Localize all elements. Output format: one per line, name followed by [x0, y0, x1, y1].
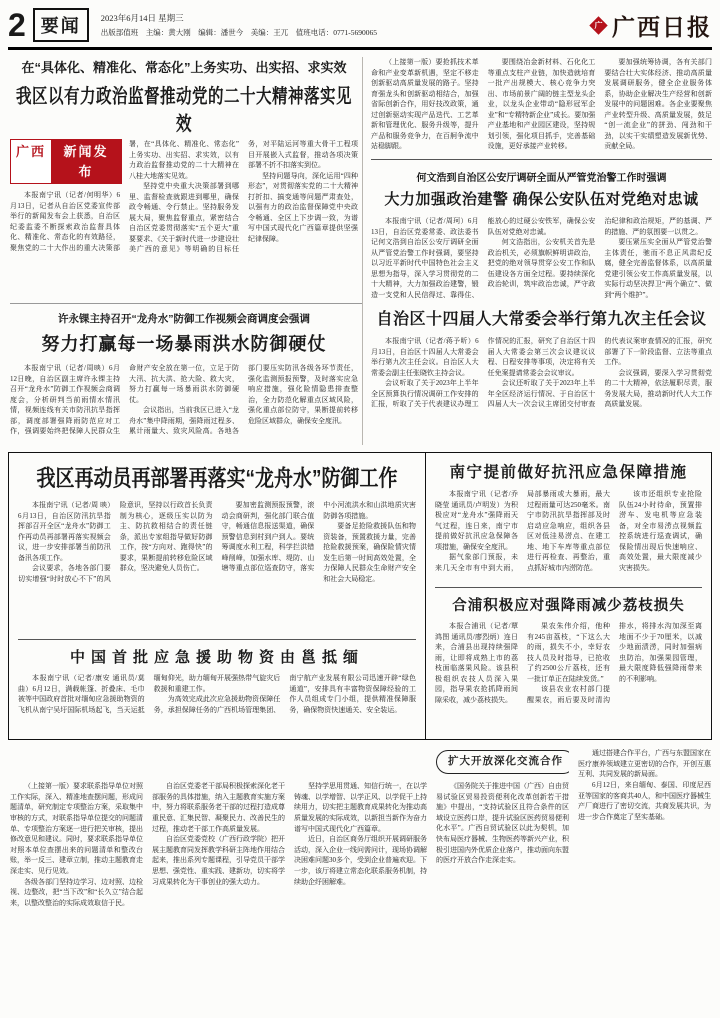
article-kicker: 在“具体化、精准化、常态化”上务实功、出实招、求实效 [21, 60, 347, 75]
badge-release-label: 新闻发布 [51, 140, 121, 183]
paragraph: 通过搭建合作平台，广西与东盟国家在医疗康养领域建立更密切的合作，开创互惠互利、共同发展的新局面。 [578, 749, 711, 779]
text-column-4 [436, 748, 569, 1012]
article-kicker: 何文浩到自治区公安厅调研全面从严管党治警工作时强调 [416, 173, 667, 184]
paragraph: 自治区党委党校（广西行政学院）把开展主题教育同发挥教学科研主阵地作用结合起来，推出系列专题课程，引导党员干部学思想、强党性、重实践、建新功，切实将学习成果转化为干事创业的强大动力。 [152, 835, 285, 886]
article-title: 努力打赢每一场暴雨洪水防御硬仗 [41, 334, 327, 354]
column-divider [362, 57, 363, 445]
article-body [371, 336, 712, 448]
paragraph: （上接第一版）要抢抓技术革命和产业变革新机遇，坚定不移走创新驱动高质量发展的路子。坚持育强龙头和创新驱动相结合，加强省际创新合作，用好技改政策，通过创新驱动实现产品迭代、工艺革新和管理优化、服务升级等，提升产品和服务竞争力，在百舸争流中站稳脚跟。 [371, 58, 479, 150]
text-column-3 [294, 748, 427, 1012]
paragraph: 会议强调，要深入学习贯彻党的二十大精神，依法履职尽责，服务发展大局，推动新时代人大工作高质量发展。 [604, 368, 712, 408]
paragraph: 要压紧压实全面从严管党治警主体责任，驰而不息正风肃纪反腐，健全完善监督体系，以高质量党建引领公安工作高质量发展，以实际行动坚决捍卫“两个确立”、做到“两个维护”。 [604, 238, 712, 299]
paragraph: 各级各部门坚持边学习、边对照、边检视、边整改，把“当下改”和“长久立”结合起来，以整改整治的实际成效取信于民。 [10, 877, 143, 907]
paragraph: 要加强统筹协调，各有关部门要结合壮大实体经济、推动高质量发展调研服务，健全企业服务体系，协助企业解决生产经营和创新发展中的问题困难。各企业要聚焦产业转型升级、高质量发展，鼓足“创一流企业”的拼劲、闯劲和干劲，以实干实绩塑造发展新优势、贡献全局。 [604, 58, 712, 150]
paragraph: 自治区党委老干部局积极探索深化老干部服务的具体措施，纳入主题教育实施方案中，努力将联系服务老干部的过程打造成尊重民意、汇集民智、凝聚民力、改善民生的过程，推动老干部工作高质量发展。 [152, 782, 285, 833]
paragraph: 何文浩指出，公安机关首先是政治机关，必须旗帜鲜明讲政治，把党的绝对领导贯穿公安工作和队伍建设各方面全过程。要持续深化政治轮训，筑牢政治忠诚，严守政治纪律和政治规矩，严的基调、严的措施、严的氛围要一以贯之。 [487, 217, 712, 288]
article-title: 自治区十四届人大常委会举行第九次主任会议 [376, 311, 707, 328]
text-column-5 [578, 748, 711, 1012]
paragraph: 坚持问题导向，深化运用“四种形态”，对贯彻落实党的二十大精神打折扣、搞变通等问题严肃查处，以强有力的政治监督保障党中央政令畅通、全区上下步调一致，为谱写中国式现代化广西篇章提供坚强纪律保障。 [248, 171, 358, 243]
paragraph: 为高效完成此次应急援助物资保障任务，承担保障任务的广西机场管理集团、南宁航产业发展有限公司迅速开辟“绿色通道”，安排具有丰富物资保障经验的工作人员组成专门小组，提供精准保障服务，确保物资快速通关、安全装运。 [153, 674, 416, 714]
article-political-supervision [10, 57, 358, 303]
paragraph: 本报南宁讯（记者/康安 通讯员/莫曲）6月12日，满载帐篷、折叠床、毛巾被等中国政府首批对缅甸应急援助物资的飞机从南宁吴圩国际机场起飞，当天运抵缅甸仰光，助力缅甸开展强热带气旋灾后救援和重建工作。 [18, 674, 281, 714]
paragraph: 果农朱伟介绍，他种有245亩荔枝，“下这么大的雨，损失不小，幸好农技人员及时指导，已抢收了约2500公斤荔枝，还有一批订单正在陆续发货。” [527, 622, 610, 683]
date-line: 2023年6月14日 星期三 [100, 12, 184, 23]
section-name: 要闻 [33, 8, 89, 42]
right-top-region [371, 57, 712, 302]
paragraph: 该县农业农村部门提醒果农，雨后要及时清沟排水，将排水沟加深至离地面不少于70厘米，以减少地面渍涝，同时加强病虫防治，加强果园管理，最大限度降低强降雨带来的不利影响。 [527, 622, 702, 704]
paragraph: 本报南宁讯（记者/周珂）6月13日，自治区党委常委、政法委书记何文浩到自治区公安厅调研全面从严管党治警工作时强调，要坚持以习近平新时代中国特色社会主义思想为指导，深入学习贯彻党的二十大精神，大力加强政治建警，锻造一支党和人民信得过、靠得住、能放心的过硬公安铁军，确保公安队伍对党绝对忠诚。 [371, 217, 596, 299]
article-body [10, 139, 358, 303]
article-body [10, 363, 358, 458]
staff-line: 出版部值班 主编：黄大刚 编辑：潘世今 美编：王兀 值班电话：0771-5690065 [100, 27, 378, 37]
paragraph: 会议指出，当前我区已进入“龙舟水”集中降雨期，强降雨过程多、累计雨量大、致灾风险高。各地各部门要压实防汛各级各环节责任，强化监测预报预警，及时落实应急响应措施，强化险情隐患排查整治，全力防范化解重点区域风险，强化重点部位防守，果断提前转移危险区域群众，确保安全度汛。 [129, 364, 358, 435]
paragraph: 本报南宁讯（记者/乔晓莹 通讯员/卢明发）为积极应对“龙舟水”强降雨天气过程，连日来，南宁市提前做好抗汛应急保障各项措施，确保安全度汛。 [435, 490, 518, 551]
text-column-1 [10, 748, 143, 1012]
article-title: 合浦积极应对强降雨减少荔枝损失 [452, 598, 685, 614]
article-title: 南宁提前做好抗汛应急保障措施 [449, 464, 688, 481]
divider-rule [18, 639, 416, 640]
paragraph: 本报南宁讯（记者/何明华）6月13日，记者从自治区党委宣传部举行的新闻发布会上获悉，自治区纪委监委不断探索政治监督具体化、精准化、常态化的有效路径，聚焦党的二十大作出的重大决策部署，在“具体化、精准化、常态化”上务实功、出实招、求实效，以有力政治监督推动党的二十大精神在八桂大地落实见效。 [10, 140, 239, 252]
paragraph: 6月12日，来自缅甸、泰国、印度尼西亚等国家的客商共40人，和中国医疗器械生产厂商进行了密切交流，共商发展共识，为进一步合作奠定了坚实基础。 [578, 780, 711, 821]
article-body [18, 500, 416, 633]
paragraph: 会议听取了关于2023年上半年全区预算执行情况调研工作安排的汇报，听取了关于代表建议办理工作情况的汇报，研究了自治区十四届人大常委会第三次会议建议议程、日程安排等事项，决定将有关任免案提请常委会会议审议。 [371, 337, 596, 408]
paragraph: （上接第一版）要求联系指导单位对照工作实际，深入、精准地查摆问题，形成问题清单，研究制定专项整治方案，采取集中审核的方式，对联系指导单位提交的问题清单、专项整治方案逐一进行把关审核，提出修改意见和建议。同时，要求联系指导单位对照本单位查摆出来的问题清单和整改台账，举一反三、建章立制，推动主题教育走深走实、见行见效。 [10, 782, 143, 875]
paragraph: 该市还组织专业抢险队伍24小时待命，预置排涝车、发电机等应急装备，对全市易涝点视频监控系统进行巡查调试，确保险情出现后快速响应、高效处置，最大限度减少灾害损失。 [619, 490, 702, 572]
article-body [18, 673, 416, 743]
article-body [435, 489, 702, 581]
article-body [371, 216, 712, 302]
paragraph: 要备足抢险救援队伍和物资装备，预置救援力量，完善抢险救援预案，确保险情灾情发生后第一时间高效处置，全力保障人民群众生命财产安全和社会大局稳定。 [323, 522, 416, 583]
section-rule [10, 303, 362, 304]
masthead [592, 9, 712, 42]
header-info [101, 10, 377, 40]
paragraph: 《国务院关于推进中国（广西）自由贸易试验区贸易投资便利化改革创新若干措施》中提出，“支持试验区且符合条件的区域设立医药口岸，提升试验区医药贸易便利化水平”。广西自贸试验区以此为契机，加快布局医疗器械、生物医药等新兴产业，积极引进国内外优质企业落户，推动面向东盟的医疗开放合作走深走实。 [436, 781, 569, 865]
box-left-pane [9, 453, 426, 739]
article-npc-meeting [371, 306, 712, 448]
masthead-title: 广西日报 [612, 14, 712, 40]
article-title: 中国首批应急援助物资由邕抵缅 [69, 650, 364, 666]
paragraph: 近日，自治区商务厅组织开展调研服务活动，深入企业一线问需问计，现场协调解决困难问题30多个，受到企业普遍欢迎。下一步，该厅将建立常态化联系服务机制，持续助企纾困解难。 [294, 835, 427, 886]
masthead-diamond-icon: 广 [589, 16, 607, 34]
paragraph: 会议还听取了关于2023年上半年全区经济运行情况、于自治区十四届人大一次会议主席团交付审查的代表议案审查情况的汇报，研究部署了下一阶段监督、立法等重点工作。 [487, 337, 712, 408]
article-title: 我区再动员再部署再落实“龙舟水”防御工作 [36, 467, 398, 493]
paragraph: 要围绕冶金新材料、石化化工等重点支柱产业链，加快造就培育一批产出规模大、核心竞争力突出、市场前景广阔的链主型龙头企业，以龙头企业带动“隐形冠军企业”和“专精特新企业”成长。要加强产业基地和产业园区建设，坚持规划引领，强化项目抓手，完善基础设施，更好承接产业转移。 [487, 58, 596, 150]
divider-rule [371, 159, 712, 160]
article-title: 我区以有力政治监督推动党的二十大精神落实见效 [15, 86, 352, 135]
article-flood-defense-meeting [10, 311, 358, 458]
paragraph: 本报合浦讯（记者/覃鸿图 通讯员/廖烈炳）连日来，合浦县出现持续强降雨，让即将成熟上市的荔枝面临落果风险。该县积极组织农技人员深入果园，指导果农抢抓降雨间隙采收，减少荔枝损失。 [435, 622, 518, 704]
continued-article-body [371, 57, 712, 153]
page-header [8, 4, 712, 46]
paragraph: 会议要求，各地各部门要切实增强“时时放心不下”的风险意识，坚持以行政首长负责制为核心，逐级压实以防为主、防抗救相结合的责任链条，派出专家组指导做好防御工作，按“方向对、跑得快”的要求，果断提前转移危险区域群众，坚决避免人员伤亡。 [18, 501, 213, 583]
page-number: 2 [8, 7, 26, 43]
article-kicker: 许永锞主持召开“龙舟水”防御工作视频会商调度会强调 [58, 313, 310, 325]
paragraph: 本报南宁讯（记者/周映）6月12日晚，自治区副主席许永锞主持召开“龙舟水”防御工作视频会商调度会，分析研判当前雨情水情汛情，视频连线有关市防汛抗旱指挥部，调度部署强降雨防范应对工作，强调要始终把保障人民群众生命财产安全放在第一位，立足于防大汛、抗大洪、抢大险、救大灾，努力打赢每一场暴雨洪水防御硬仗。 [10, 364, 239, 435]
paragraph: 坚持党中央重大决策部署到哪里、监督检查就跟进到哪里，确保政令畅通、令行禁止。坚持服务发展大局，聚焦监督重点，紧密结合自治区党委贯彻落实“五个更大”重要要求、《关于新时代进一步建设壮美广西的意见》等明确的目标任务，对平陆运河等重大骨干工程项目开展嵌入式监督，推动各项决策部署不折不扣落实到位。 [129, 140, 358, 253]
paragraph: 本报南宁讯（记者/周 映）6月13日，自治区防汛抗旱指挥部召开全区“龙舟水”防御工作再动员再部署再落实视频会议，进一步安排部署当前防汛备汛各项工作。 [18, 501, 111, 562]
paragraph: 据气象部门预报，未来几天全市有中到大雨，局部暴雨或大暴雨，最大过程雨量可达250毫米。南宁市防汛抗旱指挥部及时启动应急响应，组织各县区对低洼易涝点、在建工地、地下车库等重点部位进行再检查、再整治，重点抓好城市内涝防范。 [435, 490, 610, 572]
text-column-2 [152, 748, 285, 1012]
paragraph: 本报南宁讯（记者/蒋予昕）6月13日，自治区十四届人大常委会举行第九次主任会议。自治区人大常委会副主任张晓钦主持会议。 [371, 337, 479, 377]
badge-region-label: 广西 [11, 140, 51, 183]
pill-headline: 扩大开放深化交流合作 [436, 750, 569, 774]
bottom-text-region [10, 748, 712, 1012]
paragraph: 坚持学思用贯通、知信行统一，在以学铸魂、以学增智、以学正风、以学促干上持续用力，切实把主题教育成果转化为推动高质量发展的实际成效，以新担当新作为奋力谱写中国式现代化广西篇章。 [294, 782, 427, 833]
news-release-badge [10, 139, 122, 184]
paragraph: 要加密监测预报预警，滚动会商研判，强化部门联合值守，畅通信息报送渠道，确保预警信息到村到户到人。要统筹调度水利工程，科学拦洪错峰削峰，加强水库、堤防、山塘等重点部位巡查防守，落实中小河流洪水和山洪地质灾害防御各项措施。 [221, 501, 416, 572]
boxed-section [8, 452, 712, 740]
divider-rule [435, 587, 702, 588]
header-rule [8, 47, 712, 50]
article-title: 大力加强政治建警 确保公安队伍对党绝对忠诚 [384, 192, 699, 208]
box-right-pane [426, 453, 711, 739]
article-body [435, 621, 702, 731]
